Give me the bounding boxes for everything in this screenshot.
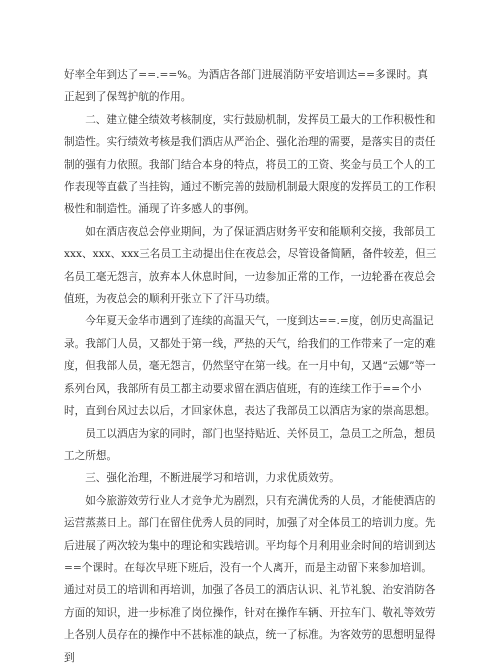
section-heading-incentive-mechanism: 二、建立健全绩效考核制度，实行鼓励机制，发挥员工最大的工作积极性和制造性。实行绩效考核是我们酒店从严治企、强化治理的需要，是落实目的责任制的强有力依照。我部门结合本身的特点，将员工的工资、奖金与员工个人的工作表现等直截了当挂钩，通过不断完善的鼓励机制最大限度的发挥员工的工作积极性和制造性。涌现了许多感人的事例。 — [64, 113, 436, 216]
paragraph-training-details: 如今旅游效劳行业人才竞争尤为剧烈，只有充满优秀的人员，才能使酒店的运营蒸蒸日上。部门在留住优秀人员的同时，加强了对全体员工的培训力度。先后进展了两次较为集中的理论和实践培训。平均每个月利用业余时间的培训到达==个课时。在每次早班下班后，没有一个人离开，而是主动留下来参加培训。通过对员工的培训和再培训，加强了各员工的酒店认识、礼节礼貌、治安消防各方面的知识，进一步标准了岗位操作，针对在操作车辆、开拉车门、敬礼等效劳上各别人员存在的操作中不甚标准的缺点，统一了标准。为客效劳的思想明显得到 — [64, 494, 436, 664]
paragraph-summer-heat-and-typhoon: 今年夏天金华市遇到了连续的高温天气，一度到达==.=度，创历史高温记录。我部门人员，又都处于第一线，严热的天气，给我们的工作带来了一定的难度，但我部人员，毫无怨言，仍然坚守在第一线。在一月中旬，又遇“云娜”等一系列台风，我部所有员工都主动要求留在酒店值班，有的连续工作于==个小时，直到台风过去以后，才回家休息，表达了我部员工以酒店为家的崇高思想。 — [64, 315, 436, 418]
document-body — [64, 64, 438, 669]
paragraph-care-for-employees: 员工以酒店为家的同时，部门也坚持贴近、关怀员工，急员工之所急，想员工之所想。 — [64, 427, 436, 462]
paragraph-nightclub-example: 如在酒店夜总会停业期间，为了保证酒店财务平安和能顺利交接，我部员工xxx、xxx、xxx三名员工主动提出住在夜总会，尽管设备简陋，备件较差，但三名员工毫无怨言，放弃本人休息时间，一边参加正常的工作，一边轮番在夜总会值班，为夜总会的顺利开张立下了汗马功绩。 — [64, 225, 437, 306]
section-heading-training: 三、强化治理，不断进展学习和培训，力求优质效劳。 — [85, 472, 340, 485]
paragraph-intro-continuation: 好率全年到达了==.==%。为酒店各部门进展消防平安培训达==多课时。真正起到了保驾护航的作用。 — [64, 69, 429, 104]
